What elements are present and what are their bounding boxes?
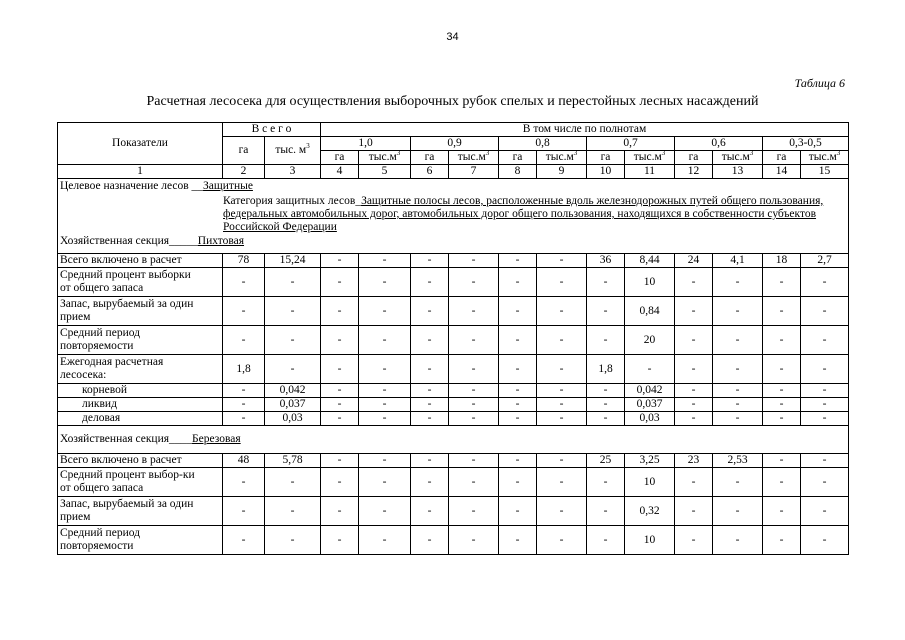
table-cell: -: [449, 412, 499, 426]
table-header: [58, 123, 849, 179]
table-cell: -: [359, 355, 411, 384]
table-cell: -: [223, 384, 265, 398]
table-cell: 10: [625, 468, 675, 497]
table-cell: -: [321, 526, 359, 555]
table-cell: 2,53: [713, 454, 763, 468]
table-cell: -: [763, 526, 801, 555]
column-number: 6: [411, 165, 449, 179]
total-header: В с е г о: [223, 123, 321, 137]
row-label-line: Средний процент выборки: [60, 269, 191, 281]
table-cell: -: [537, 497, 587, 526]
table-cell: -: [713, 297, 763, 326]
column-number: 1: [58, 165, 223, 179]
table-cell: -: [537, 268, 587, 297]
unit-ha: га: [499, 151, 537, 165]
section-blank: _____: [169, 235, 198, 247]
table-cell: -: [359, 326, 411, 355]
density-header: 0,8: [499, 137, 587, 151]
table-cell: -: [763, 384, 801, 398]
table-cell: -: [801, 526, 849, 555]
table-cell: -: [499, 454, 537, 468]
table-cell: -: [265, 497, 321, 526]
table-cell: -: [359, 526, 411, 555]
table-cell: -: [411, 398, 449, 412]
total-ha-header: га: [223, 137, 265, 165]
table-cell: 18: [763, 254, 801, 268]
column-number: 4: [321, 165, 359, 179]
table-cell: -: [537, 412, 587, 426]
table-cell: -: [359, 468, 411, 497]
table-cell: -: [801, 398, 849, 412]
table-cell: -: [499, 268, 537, 297]
section-value: Пихтовая: [197, 235, 245, 247]
column-number: 2: [223, 165, 265, 179]
density-header: 0,3-0,5: [763, 137, 849, 151]
table-title: Расчетная лесосека для осуществления выборочных рубок спелых и перестойных лесных насаждений: [146, 94, 759, 109]
table-cell: -: [675, 497, 713, 526]
category-line: [58, 194, 848, 235]
table-cell: 1,8: [223, 355, 265, 384]
section-description: [58, 179, 849, 254]
table-cell: -: [359, 454, 411, 468]
table-cell: -: [449, 254, 499, 268]
table-cell: -: [537, 384, 587, 398]
section-pikhtovaya: [58, 179, 849, 426]
table-cell: -: [801, 468, 849, 497]
column-number: 11: [625, 165, 675, 179]
table-cell: -: [321, 326, 359, 355]
table-cell: 0,037: [625, 398, 675, 412]
row-label: [58, 355, 223, 384]
unit-volume: $тыс.м^3$: [537, 151, 587, 165]
table-cell: -: [713, 355, 763, 384]
row-label-line: повторяемости: [60, 540, 134, 552]
table-cell: -: [537, 355, 587, 384]
table-cell: 8,44: [625, 254, 675, 268]
table-cell: -: [587, 468, 625, 497]
table-cell: -: [411, 355, 449, 384]
table-row: [58, 526, 849, 555]
table-cell: -: [321, 297, 359, 326]
row-label-line: лесосека:: [60, 369, 107, 381]
table-cell: 23: [675, 454, 713, 468]
column-number: 12: [675, 165, 713, 179]
table-cell: -: [801, 454, 849, 468]
table-cell: 0,84: [625, 297, 675, 326]
table-cell: 0,042: [265, 384, 321, 398]
table-cell: -: [537, 398, 587, 412]
table-cell: 10: [625, 268, 675, 297]
category-value: Защитные полосы лесов, расположенные вдоль железнодорожных путей общего пользования, федеральных автомобильных дорог, автомобильных дорог общего пользования, находящихся в собственности субъектов Российской Федерации: [223, 195, 824, 233]
table-caption: Таблица 6: [794, 76, 845, 90]
purpose-line: [58, 179, 848, 194]
table-cell: -: [321, 468, 359, 497]
table-cell: -: [587, 398, 625, 412]
table-cell: -: [223, 326, 265, 355]
table-cell: -: [499, 326, 537, 355]
table-cell: -: [675, 326, 713, 355]
column-number: 10: [587, 165, 625, 179]
table-cell: -: [587, 412, 625, 426]
table-cell: -: [449, 454, 499, 468]
unit-ha: га: [587, 151, 625, 165]
row-label: корневой: [58, 384, 223, 398]
table-cell: -: [499, 526, 537, 555]
table-cell: -: [675, 412, 713, 426]
table-cell: -: [223, 497, 265, 526]
table-cell: -: [411, 384, 449, 398]
table-cell: -: [321, 497, 359, 526]
table-cell: -: [763, 326, 801, 355]
section-berezovaya: [58, 426, 849, 555]
table-cell: -: [713, 497, 763, 526]
table-cell: -: [801, 355, 849, 384]
table-cell: -: [411, 454, 449, 468]
table-cell: -: [411, 254, 449, 268]
table-cell: -: [223, 268, 265, 297]
table-cell: -: [499, 384, 537, 398]
table-cell: -: [713, 412, 763, 426]
indicators-header: Показатели: [58, 123, 223, 165]
row-label-line: прием: [60, 511, 91, 523]
section-value: Березовая: [192, 433, 241, 445]
density-header: 1,0: [321, 137, 411, 151]
table-row: [58, 297, 849, 326]
table-cell: -: [587, 526, 625, 555]
table-row: [58, 398, 849, 412]
table-cell: -: [265, 468, 321, 497]
table-cell: 2,7: [801, 254, 849, 268]
table-cell: -: [537, 454, 587, 468]
density-header: 0,7: [587, 137, 675, 151]
row-label: Всего включено в расчет: [58, 254, 223, 268]
table-cell: -: [265, 526, 321, 555]
row-label-line: Ежегодная расчетная: [60, 356, 164, 368]
table-cell: -: [587, 384, 625, 398]
table-cell: -: [265, 297, 321, 326]
purpose-label: Целевое назначение лесов: [60, 180, 189, 192]
row-label: [58, 297, 223, 326]
table-cell: -: [587, 497, 625, 526]
table-cell: 0,037: [265, 398, 321, 412]
table-cell: -: [321, 355, 359, 384]
table-cell: 0,03: [625, 412, 675, 426]
table-cell: -: [801, 297, 849, 326]
table-cell: -: [359, 297, 411, 326]
column-number: 5: [359, 165, 411, 179]
density-header: 0,9: [411, 137, 499, 151]
table-cell: -: [359, 254, 411, 268]
row-label-line: повторяемости: [60, 340, 134, 352]
table-cell: -: [499, 254, 537, 268]
table-cell: -: [321, 454, 359, 468]
table-cell: -: [499, 468, 537, 497]
table-row: [58, 454, 849, 468]
table-cell: -: [411, 297, 449, 326]
table-cell: -: [223, 526, 265, 555]
unit-ha: га: [763, 151, 801, 165]
table-row: [58, 326, 849, 355]
table-cell: -: [675, 297, 713, 326]
row-label-line: Запас, вырубаемый за один: [60, 298, 194, 310]
table-cell: -: [449, 497, 499, 526]
unit-ha: га: [675, 151, 713, 165]
category-blank: _: [355, 195, 362, 207]
table-cell: -: [763, 398, 801, 412]
table-cell: -: [449, 526, 499, 555]
table-cell: 24: [675, 254, 713, 268]
table-cell: -: [537, 526, 587, 555]
row-label: [58, 526, 223, 555]
table-row: [58, 497, 849, 526]
table-cell: -: [411, 326, 449, 355]
table-cell: 3,25: [625, 454, 675, 468]
unit-volume: $тыс.м^3$: [449, 151, 499, 165]
section-line: [58, 426, 849, 454]
table-cell: -: [713, 268, 763, 297]
table-cell: 20: [625, 326, 675, 355]
table-cell: -: [321, 254, 359, 268]
table-cell: -: [713, 326, 763, 355]
table-cell: -: [265, 326, 321, 355]
table-cell: -: [763, 454, 801, 468]
table-cell: -: [801, 412, 849, 426]
column-number-row: [58, 165, 849, 179]
table-cell: 78: [223, 254, 265, 268]
table-cell: 25: [587, 454, 625, 468]
column-number: 13: [713, 165, 763, 179]
table-cell: -: [223, 297, 265, 326]
table-cell: 5,78: [265, 454, 321, 468]
table-cell: -: [499, 355, 537, 384]
table-cell: -: [321, 398, 359, 412]
table-cell: -: [537, 297, 587, 326]
table-cell: -: [801, 384, 849, 398]
table-cell: -: [587, 326, 625, 355]
purpose-blank: __: [191, 180, 204, 192]
table-cell: -: [449, 398, 499, 412]
table-cell: -: [763, 268, 801, 297]
unit-volume: $тыс.м^3$: [713, 151, 763, 165]
unit-volume: $тыс.м^3$: [359, 151, 411, 165]
table-cell: -: [359, 268, 411, 297]
table-cell: -: [763, 497, 801, 526]
row-label-line: прием: [60, 311, 91, 323]
table-cell: -: [265, 355, 321, 384]
unit-volume: $тыс.м^3$: [625, 151, 675, 165]
table-cell: -: [499, 497, 537, 526]
purpose-value: Защитные: [203, 180, 253, 192]
table-row: [58, 355, 849, 384]
table-cell: -: [411, 497, 449, 526]
table-cell: -: [537, 326, 587, 355]
table-row: [58, 254, 849, 268]
table-cell: 1,8: [587, 355, 625, 384]
row-label-line: Средний процент выбор-ки: [60, 469, 195, 481]
table-cell: -: [675, 268, 713, 297]
table-cell: -: [499, 398, 537, 412]
table-cell: -: [499, 412, 537, 426]
felling-table: [57, 122, 849, 555]
row-label-line: от общего запаса: [60, 282, 144, 294]
table-cell: -: [713, 526, 763, 555]
table-row: [58, 268, 849, 297]
table-cell: -: [411, 526, 449, 555]
table-cell: -: [587, 268, 625, 297]
table-cell: 0,03: [265, 412, 321, 426]
table-cell: -: [537, 254, 587, 268]
column-number: 15: [801, 165, 849, 179]
unit-ha: га: [321, 151, 359, 165]
table-cell: -: [223, 398, 265, 412]
table-cell: -: [411, 468, 449, 497]
table-cell: -: [763, 468, 801, 497]
table-cell: -: [625, 355, 675, 384]
table-cell: -: [449, 355, 499, 384]
column-number: 8: [499, 165, 537, 179]
table-cell: -: [763, 412, 801, 426]
category-label: Категория защитных лесов: [223, 195, 356, 207]
table-cell: -: [449, 268, 499, 297]
table-cell: -: [223, 412, 265, 426]
table-cell: -: [801, 497, 849, 526]
section-line: [58, 235, 848, 248]
table-cell: -: [763, 355, 801, 384]
table-cell: -: [675, 526, 713, 555]
table-cell: -: [321, 384, 359, 398]
row-label: [58, 268, 223, 297]
table-row: [58, 412, 849, 426]
row-label-line: от общего запаса: [60, 482, 144, 494]
table-cell: -: [359, 398, 411, 412]
row-label: [58, 468, 223, 497]
row-label: деловая: [58, 412, 223, 426]
table-cell: -: [321, 268, 359, 297]
including-header: В том числе по полнотам: [321, 123, 849, 137]
table-row: [58, 384, 849, 398]
table-cell: -: [449, 384, 499, 398]
table-cell: -: [265, 268, 321, 297]
row-label-line: Средний период: [60, 327, 140, 339]
table-cell: -: [587, 297, 625, 326]
column-number: 14: [763, 165, 801, 179]
table-cell: 10: [625, 526, 675, 555]
unit-ha: га: [411, 151, 449, 165]
density-header: 0,6: [675, 137, 763, 151]
table-cell: -: [359, 384, 411, 398]
table-row: [58, 468, 849, 497]
table-cell: 48: [223, 454, 265, 468]
row-label: ликвид: [58, 398, 223, 412]
section-label: Хозяйственная секция: [60, 433, 170, 445]
column-number: 9: [537, 165, 587, 179]
table-cell: -: [411, 412, 449, 426]
table-cell: -: [713, 384, 763, 398]
row-label: [58, 497, 223, 526]
table-cell: -: [675, 384, 713, 398]
table-cell: -: [675, 468, 713, 497]
table-cell: -: [713, 398, 763, 412]
row-label: Всего включено в расчет: [58, 454, 223, 468]
column-number: 7: [449, 165, 499, 179]
table-cell: -: [411, 268, 449, 297]
table-cell: -: [499, 297, 537, 326]
table-cell: 15,24: [265, 254, 321, 268]
row-label: [58, 326, 223, 355]
total-volume-header: тыс. $м^3$: [265, 137, 321, 165]
table-cell: -: [321, 412, 359, 426]
section-blank: ____: [169, 433, 193, 445]
table-cell: -: [763, 297, 801, 326]
page-number: 34: [446, 31, 459, 43]
table-cell: 4,1: [713, 254, 763, 268]
table-cell: -: [675, 398, 713, 412]
table-cell: 36: [587, 254, 625, 268]
column-number: 3: [265, 165, 321, 179]
table-cell: -: [449, 297, 499, 326]
section-label: Хозяйственная секция: [60, 235, 170, 247]
table-cell: -: [449, 326, 499, 355]
table-cell: -: [449, 468, 499, 497]
table-cell: -: [359, 497, 411, 526]
table-cell: -: [713, 468, 763, 497]
row-label-line: Средний период: [60, 527, 140, 539]
unit-volume: $тыс.м^3$: [801, 151, 849, 165]
table-cell: -: [359, 412, 411, 426]
row-label-line: Запас, вырубаемый за один: [60, 498, 194, 510]
table-cell: -: [801, 268, 849, 297]
table-cell: -: [223, 468, 265, 497]
table-cell: -: [537, 468, 587, 497]
table-cell: 0,042: [625, 384, 675, 398]
table-cell: -: [675, 355, 713, 384]
table-cell: -: [801, 326, 849, 355]
table-cell: 0,32: [625, 497, 675, 526]
